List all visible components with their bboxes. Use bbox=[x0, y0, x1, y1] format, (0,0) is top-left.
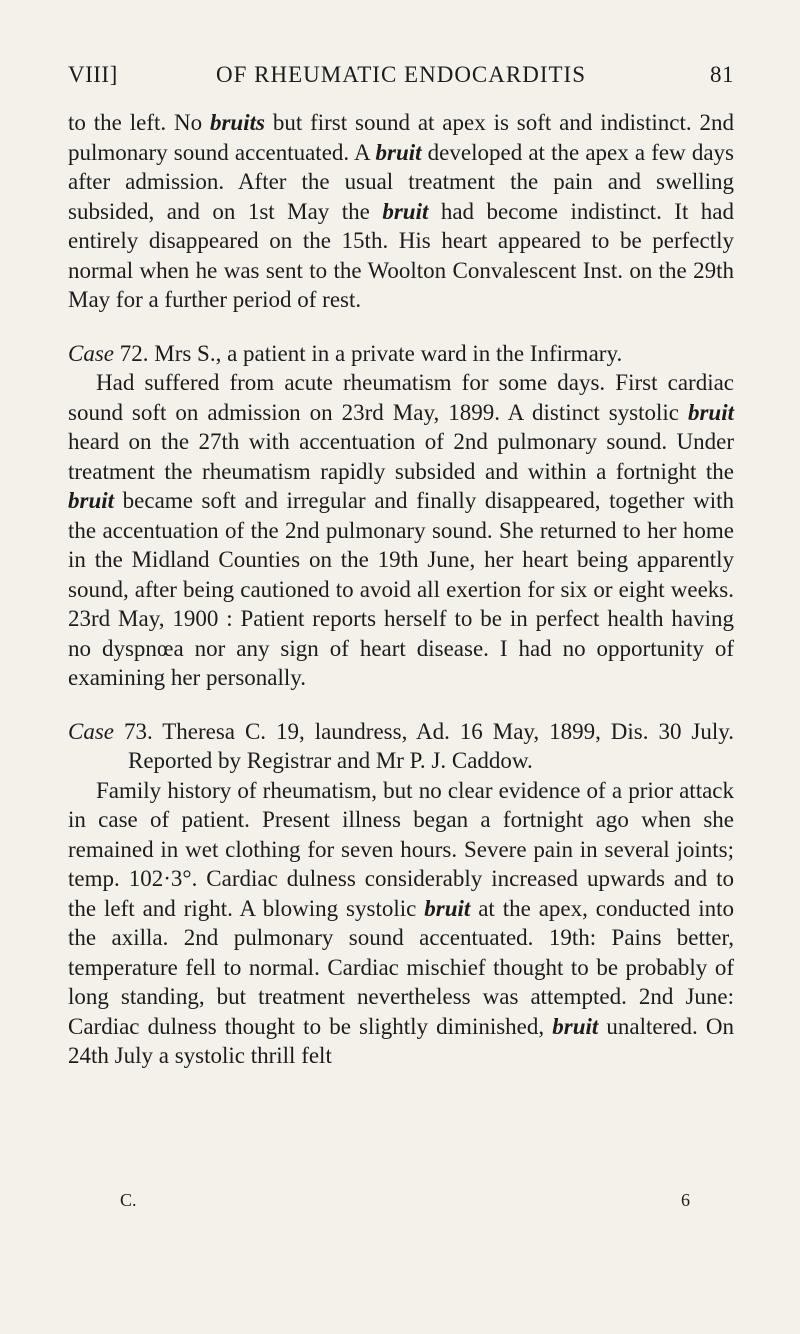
case-number: 72. bbox=[114, 340, 149, 366]
continued-paragraph bbox=[68, 108, 734, 315]
case-intro: Theresa C. 19, laundress, Ad. 16 May, 1899, Dis. 30 July. Reported by Registrar and Mr P. J. Caddow. bbox=[128, 718, 734, 773]
italic-term: bruit bbox=[375, 139, 422, 165]
text-run: Family history of rheumatism, but no clear evidence of a prior attack in case of patient. Present illness began a fortnight ago when she remained in wet clothing for seven hours. Severe pain in several joints; temp. 102·3°. Cardiac dulness considerably increased upwards and to the left and right. A blowing systolic bbox=[68, 777, 734, 921]
running-header bbox=[68, 62, 734, 92]
page-body bbox=[68, 108, 734, 1071]
case-73-heading bbox=[68, 717, 734, 776]
case-intro: Mrs S., a patient in a private ward in the Infirmary. bbox=[148, 340, 623, 366]
case-number: 73. bbox=[114, 718, 153, 744]
text-run: developed at the apex a few days after admission. After the usual treatment the pain and swelling subsided, and on 1st May the bbox=[68, 139, 734, 224]
signature-mark: C. bbox=[120, 1190, 137, 1210]
italic-term: bruits bbox=[209, 110, 265, 135]
sheet-number: 6 bbox=[681, 1190, 690, 1210]
text-run: Had suffered from acute rheumatism for some days. First cardiac sound soft on admission on 23rd May, 1899. A distinct systolic bbox=[68, 370, 734, 425]
case-72-heading bbox=[68, 339, 734, 369]
running-title: OF RHEUMATIC ENDOCARDITIS bbox=[215, 62, 586, 87]
text-run: had become indistinct. It had entirely disappeared on the 15th. His heart appeared to be perfectly normal when he was sent to the Woolton Convalescent Inst. on the 29th May for a further period of rest. bbox=[68, 198, 735, 312]
text-run: heard on the 27th with accentuation of 2nd pulmonary sound. Under treatment the rheumatism rapidly subsided and within a fortnight the bbox=[68, 429, 734, 484]
case-73-paragraph bbox=[68, 776, 734, 1071]
text-run: but first sound at apex is soft and indistinct. 2nd pulmonary sound accentuated. A bbox=[68, 110, 734, 165]
case-label: Case bbox=[68, 718, 114, 744]
italic-term: bruit bbox=[552, 1013, 599, 1039]
case-72-paragraph bbox=[68, 368, 734, 693]
italic-term: bruit bbox=[68, 488, 115, 513]
chapter-marker: VIII] bbox=[68, 62, 118, 87]
italic-term: bruit bbox=[424, 895, 471, 921]
text-run: became soft and irregular and finally disappeared, together with the accentuation of the 2nd pulmonary sound. She returned to her home in the Midland Counties on the 19th June, her heart being apparently sound, after being cautioned to avoid all exertion for six or eight weeks. 23rd May, 1900 : Patient reports herself to be in perfect health having no dyspnœa nor any sign of heart disease. I had no opportunity of examining her personally. bbox=[68, 488, 734, 690]
page-footer bbox=[120, 1190, 690, 1218]
italic-term: bruit bbox=[687, 399, 734, 425]
text-run: to the left. No bbox=[68, 110, 210, 135]
text-run: at the apex, conducted into the axilla. 2nd pulmonary sound accentuated. 19th: Pains better, temperature fell to normal. Cardiac mischief thought to be probably of long standing, but treatment nevertheless was attempted. 2nd June: Cardiac dulness thought to be slightly diminished, bbox=[68, 895, 734, 1039]
italic-term: bruit bbox=[382, 198, 429, 224]
text-run: unaltered. On 24th July a systolic thrill felt bbox=[68, 1013, 734, 1068]
case-label: Case bbox=[68, 340, 114, 366]
page-number: 81 bbox=[710, 62, 734, 87]
